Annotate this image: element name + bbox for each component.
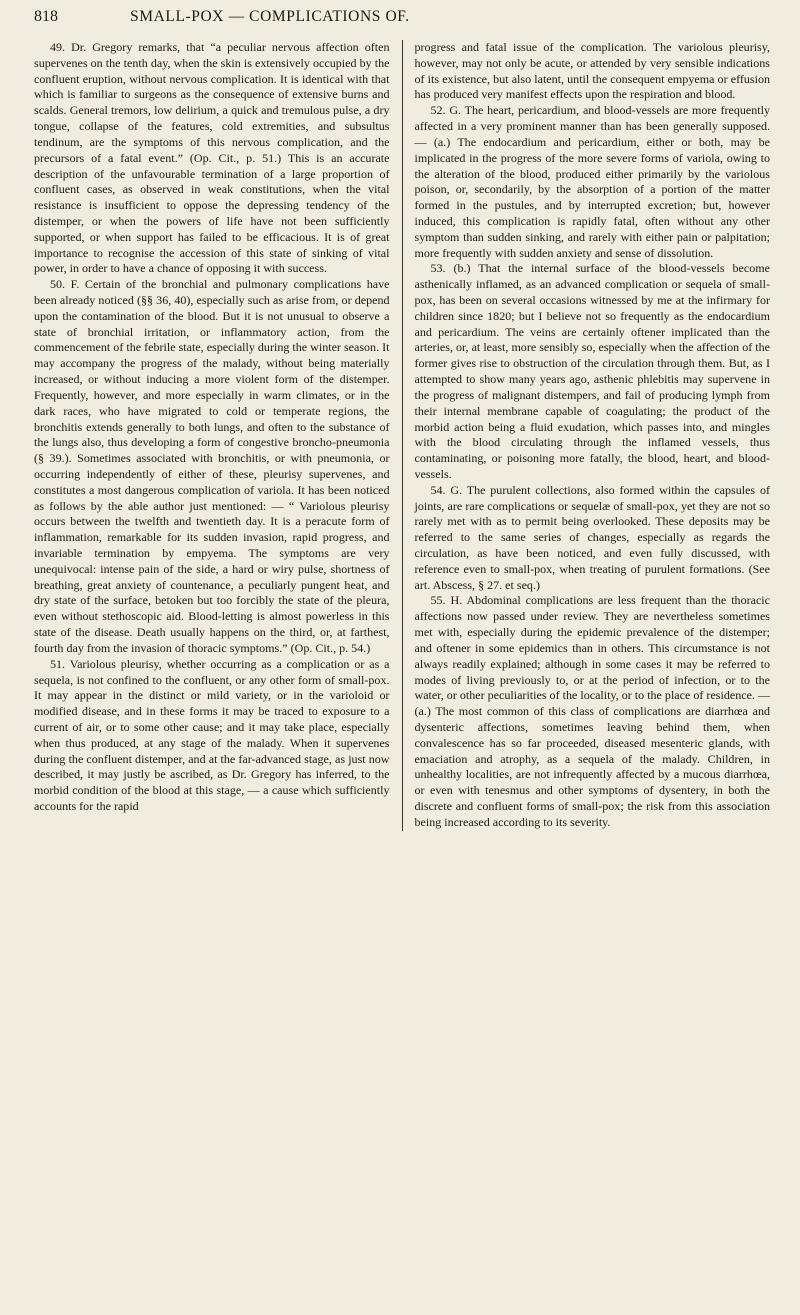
paragraph-53: 53. (b.) That the internal surface of the blood-vessels become asthenically inflamed, as an advanced complication or sequela of small-pox, has been on several occasions witnessed by me at the infirmary for children since 1820; but I believe not so frequently as the endocardium and pericardium. The veins are certainly oftener implicated than the arteries, or, at least, more sensibly so, especially when the affection of the former gives rise to obstruction of the circulation through them. But, as I attempted to show many years ago, asthenic phlebitis may supervene in the progress of malignant distempers, and fail of producing lymph from their internal membrane capable of coagulating; the product of the morbid action being a fluid exudation, which passes into, and mingles with the blood circulating through the inflamed vessels, thus contaminating, or poisoning more fatally, the blood, heart, and blood-vessels. (414, 261, 770, 481)
paragraph-49: 49. Dr. Gregory remarks, that “a peculiar nervous affection often supervenes on the tenth day, when the skin is extensively occupied by the confluent eruption, without nervous complication. It is identical with that which is familiar to surgeons as the consequence of extensive burns and scalds. General tremors, low delirium, a quick and tremulous pulse, a dry tongue, collapse of the features, cold extremities, and subsultus tendinum, are the symptoms of this nervous complication, and the precursors of a fatal event.” (Op. Cit., p. 51.) This is an accurate description of the unfavourable termination of a large proportion of confluent cases, as observed in weak constitutions, when the vital resistance is insufficient to oppose the depressing tendency of the distemper, or when the powers of life have not been sufficiently supported, or when support has failed to be efficacious. It is of great importance to recognise the accession of this state of sinking of vital power, in order to have a chance of opposing it with success. (34, 40, 390, 276)
running-title: SMALL-POX — COMPLICATIONS OF. (130, 8, 410, 25)
page-header (34, 8, 770, 36)
right-column (402, 40, 771, 831)
paragraph-55: 55. H. Abdominal complications are less frequent than the thoracic affections now passed under review. They are nevertheless sometimes met with, especially during the epidemic prevalence of the distemper; and oftener in some epidemics than in others. This circumstance is not always readily explained; although in some cases it may be referred to modes of living previously to, or at the period of infection, or to the water, or other peculiarities of the locality, or to the place of residence. — (a.) The most common of this class of complications are diarrhœa and dysenteric affections, sometimes leaving behind them, when convalescence has so far proceeded, diseased mesenteric glands, with emaciation and atrophy, as a sequela of the malady. Children, in unhealthy localities, are not infrequently affected by a mucous diarrhœa, or even with tenesmus and other symptoms of dysentery, in both the discrete and confluent forms of small-pox; the risk from this association being increased according to its severity. (414, 593, 770, 829)
paragraph-50: 50. F. Certain of the bronchial and pulmonary complications have been already noticed (§§ 36, 40), especially such as arise from, or depend upon the contamination of the blood. But it is not unusual to observe a state of bronchial irritation, or inflammatory action, from the commencement of the febrile state, especially during the winter season. It may accompany the progress of the malady, without being materially increased, or without inducing a more violent form of the distemper. Frequently, however, and more especially in warm climates, or in the dark races, who have migrated to cold or temperate regions, the bronchitis extends generally to both lungs, and often to the substance of the lungs also, thus developing a form of congestive broncho-pneumonia (§ 39.). Sometimes associated with bronchitis, or with pneumonia, or occurring independently of either of these, pleurisy supervenes, and constitutes a most dangerous complication of variola. It has been noticed as follows by the able author just mentioned: — “ Variolous pleurisy occurs between the twelfth and twentieth day. It is a peracute form of inflammation, remarkable for its sudden invasion, rapid progress, and invariable termination by empyema. The symptoms are very unequivocal: intense pain of the side, a hard or wiry pulse, shortness of breathing, great anxiety of countenance, a peculiarly pungent heat, and dry state of the surface, betoken but too forcibly the state of the pleura, even without stethoscopic aid. Blood-letting is almost powerless in this state of the disease. Death usually happens on the third, or, at farthest, fourth day from the invasion of thoracic symptoms.” (Op. Cit., p. 54.) (34, 277, 390, 655)
paragraph-51-continued: progress and fatal issue of the complication. The variolous pleurisy, however, may not only be acute, or attended by very sensible indications of its existence, but also latent, until the consequent empyema or effusion has produced very manifest effects upon the respiration and blood. (414, 40, 770, 102)
paragraph-51: 51. Variolous pleurisy, whether occurring as a complication or as a sequela, is not confined to the confluent, or any other form of small-pox. It may appear in the distinct or mild variety, or in the varioloid or modified disease, and in these forms it may be traced to exposure to a current of air, or to some other cause; and it may take place, especially when thus produced, at any stage of the malady. When it supervenes during the confluent distemper, and at the far-advanced stage, as just now described, it may justly be ascribed, as Dr. Gregory has inferred, to the morbid condition of the blood at this stage, — a cause which sufficiently accounts for the rapid (34, 656, 390, 813)
paragraph-54: 54. G. The purulent collections, also formed within the capsules of joints, are rare complications or sequelæ of small-pox, yet they are not so rarely met with as to permit being overlooked. These deposits may be referred to the same series of changes, especially as regards the circulation, as have been noticed, and even fully discussed, with reference even to small-pox, when treating of purulent formations. (See art. Abscess, § 27. et seq.) (414, 482, 770, 592)
text-columns (34, 40, 770, 831)
left-column (34, 40, 402, 831)
paragraph-52: 52. G. The heart, pericardium, and blood-vessels are more frequently affected in a very prominent manner than has been generally supposed. — (a.) The endocardium and pericardium, either or both, may be implicated in the progress of the more severe forms of variola, owing to the alteration of the blood, produced either primarily by the variolous poison, or, secondarily, by the absorption of a portion of the matter formed in the pustules, and by interrupted excretion; but, however induced, this complication is rapidly fatal, often without any other symptom than sudden sinking, and rarely with either pain or palpitation; more frequently with sudden anxiety and sense of dissolution. (414, 103, 770, 260)
page-number: 818 (34, 8, 58, 25)
